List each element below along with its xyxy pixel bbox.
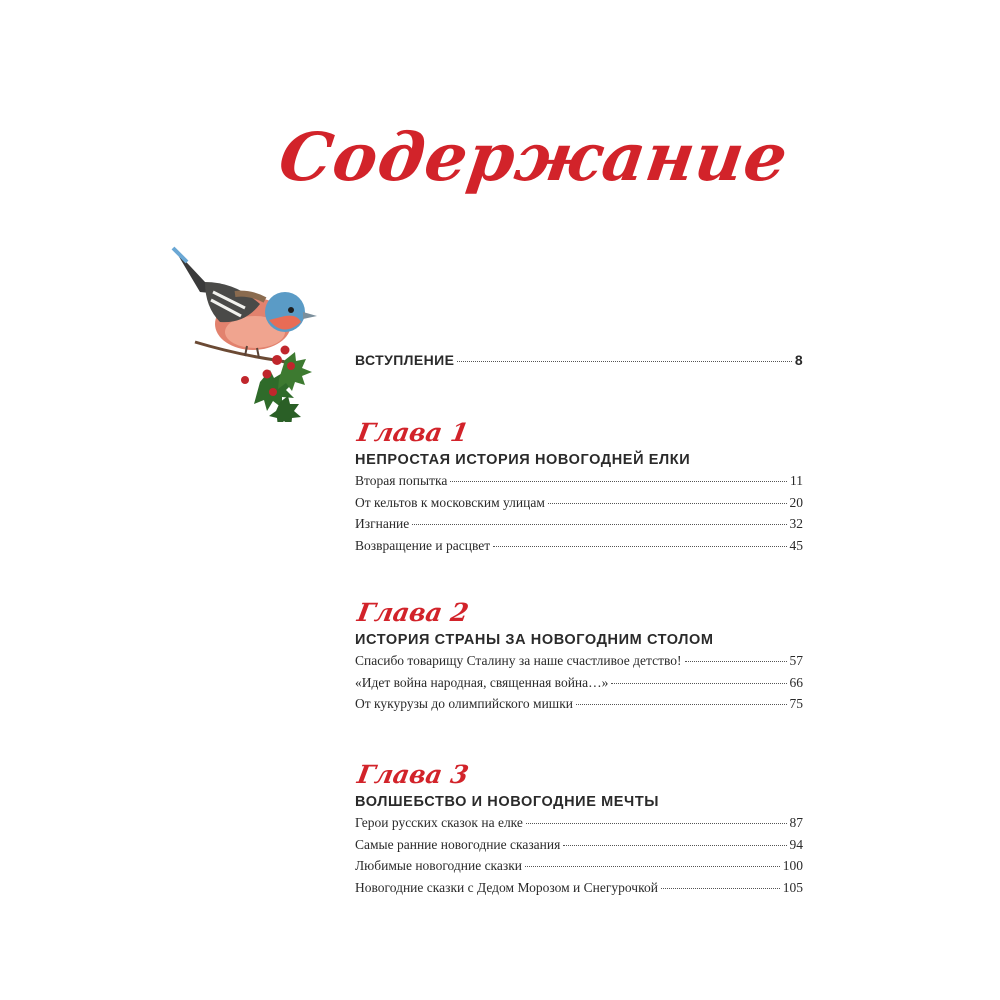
toc-entry [355, 495, 803, 517]
entry-title: От кукурузы до олимпийского мишки [355, 696, 573, 711]
chapter-label: Глава 2 [355, 598, 471, 627]
dot-leader [457, 361, 791, 362]
entry-title: «Идет война народная, священная война…» [355, 674, 609, 690]
chapter-label: Глава 1 [355, 418, 471, 447]
chapter-label: Глава 3 [355, 760, 471, 789]
intro-page: 8 [794, 352, 803, 368]
toc-entry [355, 653, 803, 675]
chapter-heading: НЕПРОСТАЯ ИСТОРИЯ НОВОГОДНЕЙ ЕЛКИ [355, 452, 691, 468]
dot-leader [563, 845, 786, 846]
entry-page: 11 [790, 473, 803, 488]
entry-title: Герои русских сказок на елке [355, 815, 523, 830]
entry-title: Новогодние сказки с Дедом Морозом и Снегурочкой [355, 879, 658, 895]
toc-entry [355, 837, 803, 859]
dot-leader [611, 683, 786, 684]
entry-page: 75 [789, 696, 803, 711]
dot-leader [493, 546, 786, 547]
entry-title: Вторая попытка [355, 473, 448, 488]
toc-entry [355, 675, 803, 697]
page-title: Содержание [274, 118, 794, 196]
entry-title: Возвращение и расцвет [355, 537, 491, 553]
entry-title: Самые ранние новогодние сказания [355, 836, 561, 852]
dot-leader [576, 704, 787, 705]
entry-page: 32 [789, 516, 803, 531]
bird-illustration [165, 242, 325, 422]
toc-entry [355, 538, 803, 560]
entry-page: 87 [789, 815, 803, 830]
chapter-2 [355, 598, 803, 718]
intro-label: ВСТУПЛЕНИЕ [355, 352, 455, 368]
chapter-1 [355, 418, 803, 559]
dot-leader [525, 866, 780, 867]
entry-page: 45 [789, 537, 803, 553]
toc-intro-row [355, 352, 803, 368]
chapter-3 [355, 760, 803, 901]
chapter-heading: ВОЛШЕБСТВО И НОВОГОДНИЕ МЕЧТЫ [355, 794, 660, 810]
dot-leader [412, 524, 786, 525]
entry-title: От кельтов к московским улицам [355, 494, 545, 510]
entry-title: Любимые новогодние сказки [355, 858, 523, 873]
chapter-heading: ИСТОРИЯ СТРАНЫ ЗА НОВОГОДНИМ СТОЛОМ [355, 632, 714, 648]
dot-leader [450, 481, 787, 482]
entry-page: 94 [789, 836, 803, 852]
entry-page: 20 [789, 494, 803, 510]
toc-entry [355, 696, 803, 718]
entry-title: Спасибо товарищу Сталину за наше счастливое детство! [355, 653, 682, 668]
toc-entry [355, 815, 803, 837]
toc-entry [355, 880, 803, 902]
entry-page: 66 [789, 674, 803, 690]
dot-leader [685, 661, 787, 662]
toc-entry [355, 473, 803, 495]
dot-leader [548, 503, 787, 504]
toc-entry [355, 858, 803, 880]
entry-page: 100 [782, 858, 803, 873]
dot-leader [526, 823, 787, 824]
entry-page: 57 [789, 653, 803, 668]
entry-page: 105 [782, 879, 803, 895]
toc-entry [355, 516, 803, 538]
dot-leader [661, 888, 780, 889]
entry-title: Изгнание [355, 516, 410, 531]
